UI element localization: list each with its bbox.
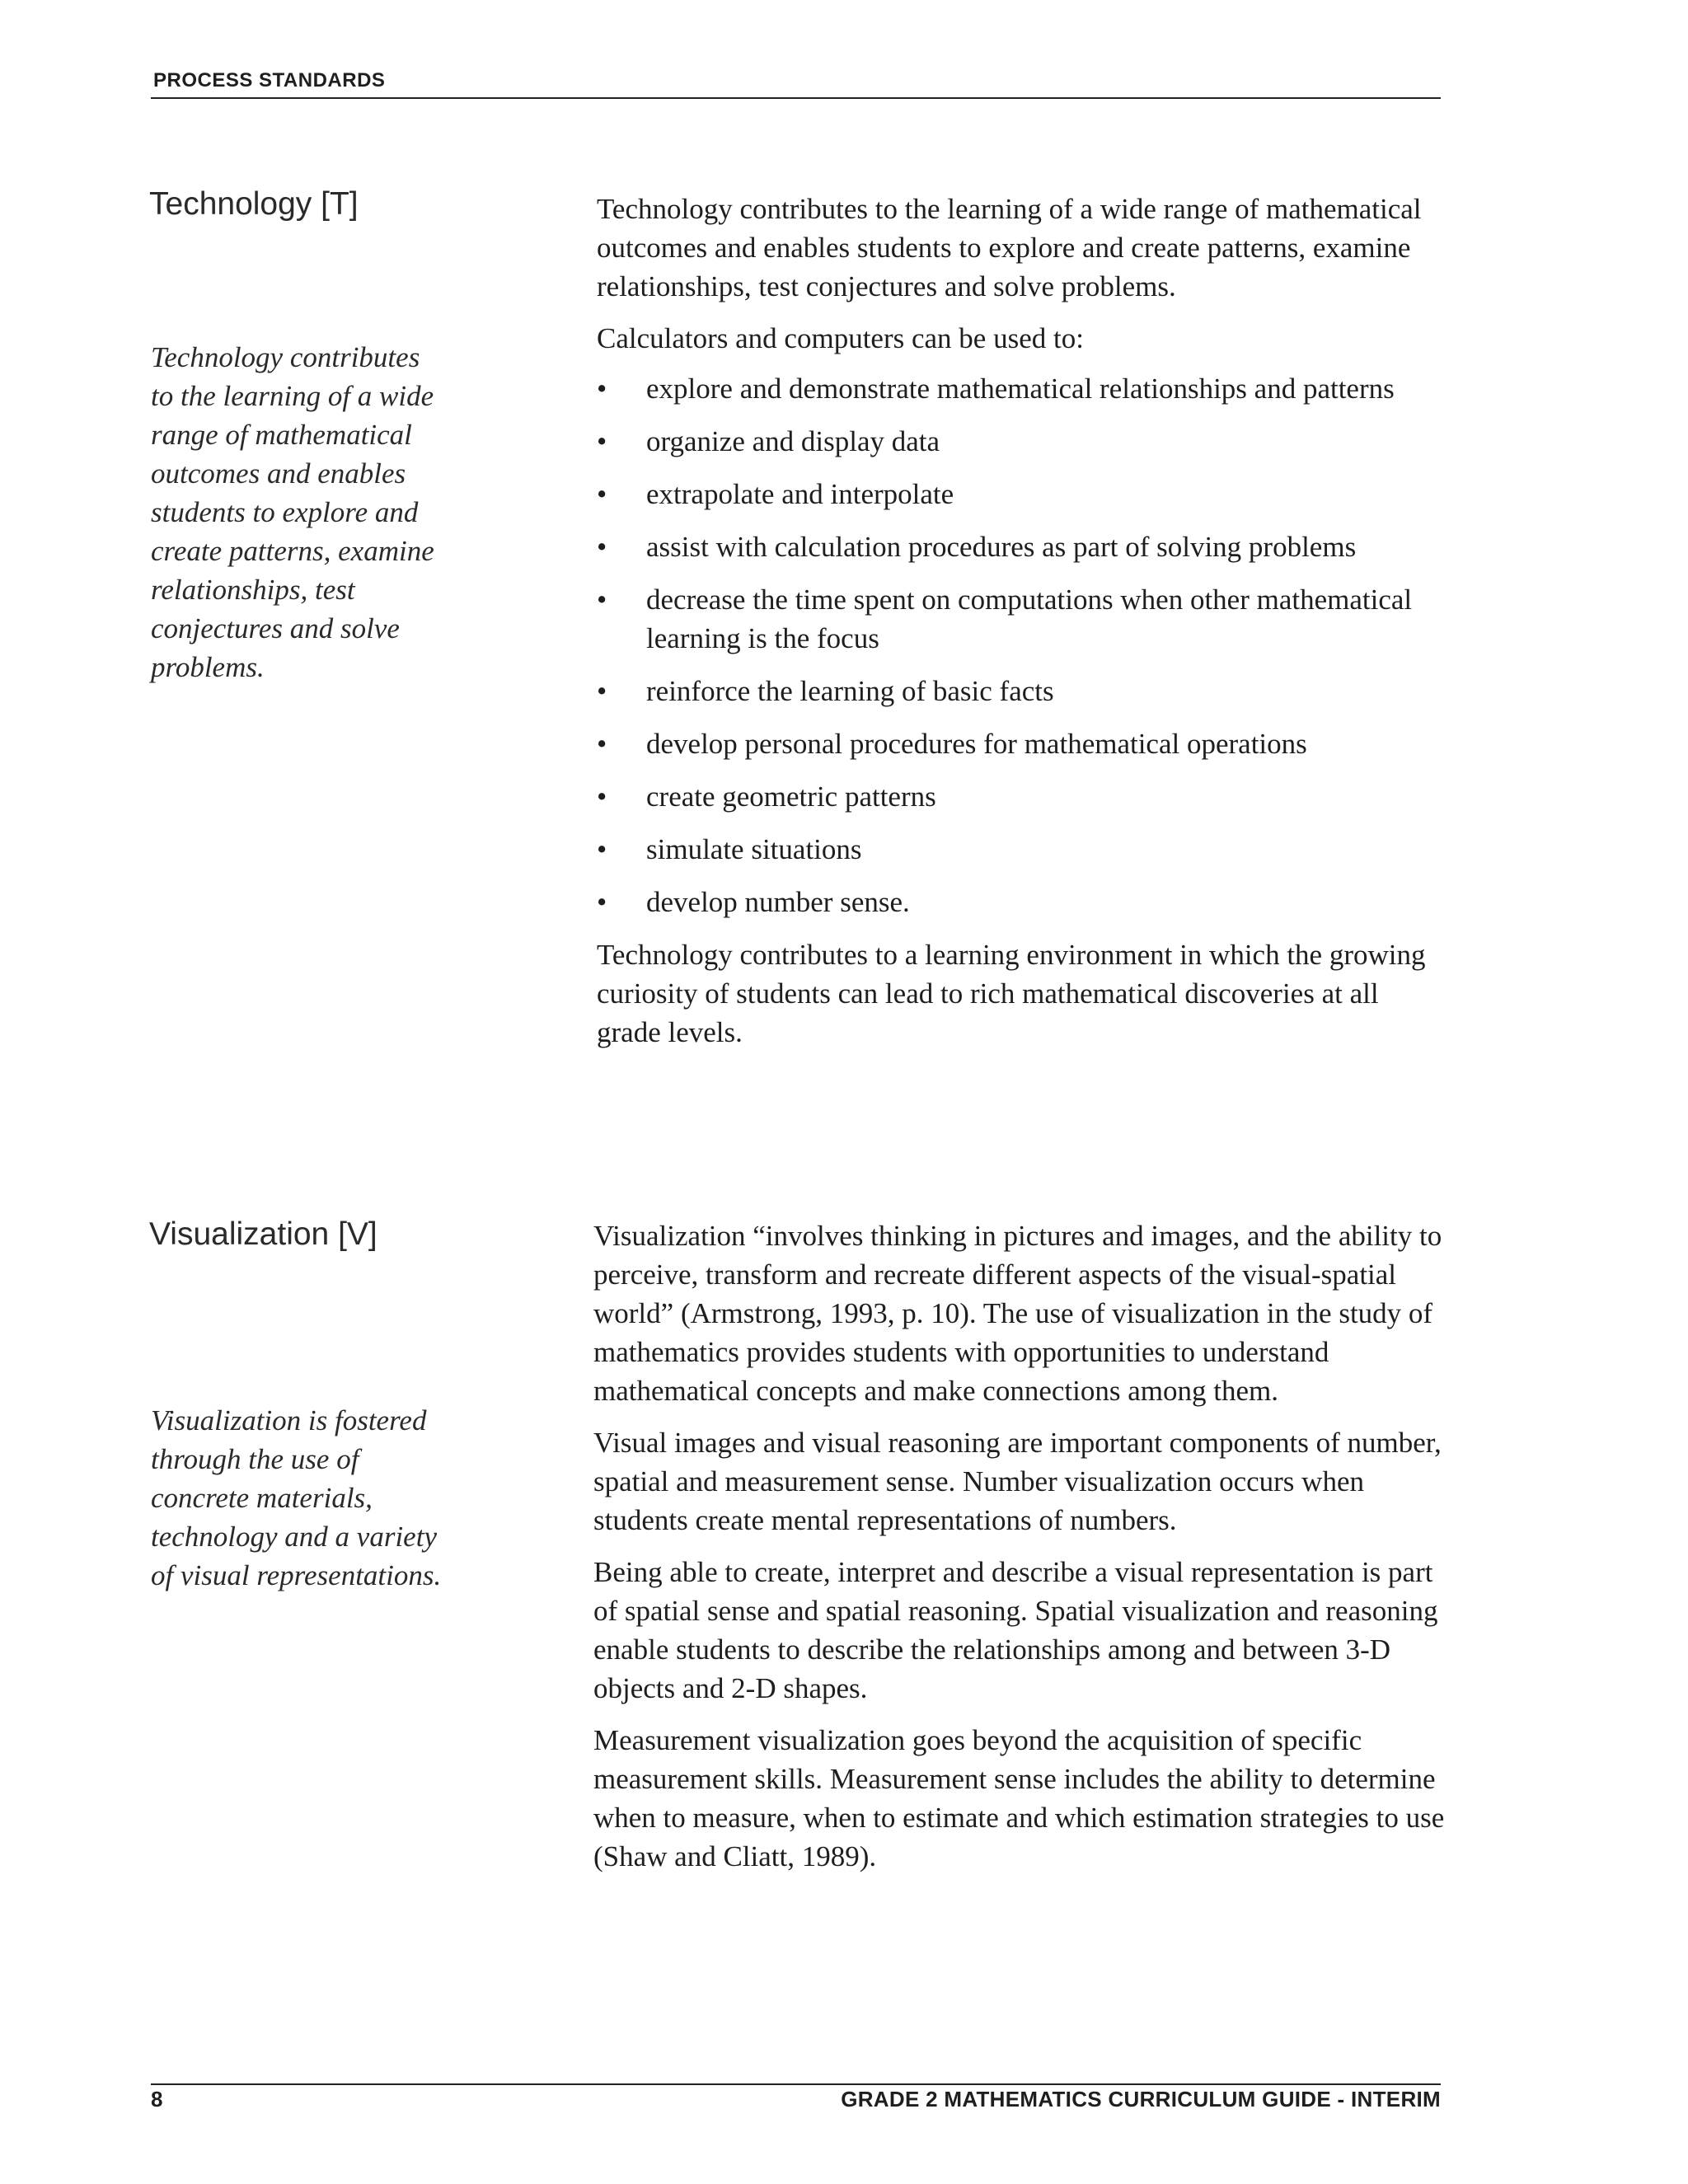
- list-item: • explore and demonstrate mathematical relationships and patterns: [597, 369, 1462, 408]
- section-body-technology: [597, 190, 1462, 1065]
- list-item: • reinforce the learning of basic facts: [597, 672, 1462, 710]
- running-header: PROCESS STANDARDS: [153, 69, 386, 91]
- visualization-paragraph: Visualization “involves thinking in pictures and images, and the ability to perceive, transform and recreate different aspects of the visual-spatial world” (Armstrong, 1993, p. 10). The use of visualization in the study of mathematics provides students with opportunities to understand mathematical concepts and make connections among them.: [593, 1220, 1442, 1407]
- technology-list-intro: Calculators and computers can be used to:: [597, 322, 1084, 354]
- list-item: • simulate situations: [597, 830, 1462, 869]
- header-rule: [151, 97, 1441, 99]
- side-note-technology: Technology contributes to the learning of a wide range of mathematical outcomes and enables students to explore and create patterns, examine relationships, test conjectures and solve problems.: [151, 341, 434, 683]
- list-item: • develop number sense.: [597, 883, 1462, 921]
- footer-title: GRADE 2 MATHEMATICS CURRICULUM GUIDE - INTERIM: [841, 2087, 1441, 2111]
- footer-rule: [151, 2083, 1441, 2085]
- list-item: • organize and display data: [597, 422, 1462, 461]
- technology-intro: Technology contributes to the learning of a wide range of mathematical outcomes and enables students to explore and create patterns, examine relationships, test conjectures and solve problems.: [597, 193, 1422, 302]
- visualization-paragraph: Measurement visualization goes beyond the acquisition of specific measurement skills. Measurement sense includes the ability to determine when to measure, when to estimate and which estimation strategies to use (Shaw and Cliatt, 1989).: [593, 1724, 1445, 1872]
- list-item: • decrease the time spent on computations when other mathematical learning is the focus: [597, 580, 1462, 658]
- technology-closing: Technology contributes to a learning environment in which the growing curiosity of students can lead to rich mathematical discoveries at all grade levels.: [597, 939, 1426, 1048]
- technology-bullet-list: [597, 369, 1462, 921]
- section-body-visualization: [593, 1216, 1459, 1889]
- list-item: • create geometric patterns: [597, 777, 1462, 816]
- list-item: • assist with calculation procedures as part of solving problems: [597, 527, 1462, 566]
- page-number: 8: [151, 2087, 163, 2111]
- visualization-paragraph: Being able to create, interpret and describe a visual representation is part of spatial sense and spatial reasoning. Spatial visualization and reasoning enable students to describe the relationships among and between 3-D objects and 2-D shapes.: [593, 1556, 1438, 1704]
- side-note-visualization: Visualization is fostered through the use of concrete materials, technology and a variety of visual representations.: [151, 1404, 442, 1591]
- visualization-paragraph: Visual images and visual reasoning are important components of number, spatial and measurement sense. Number visualization occurs when students create mental representations of numbers.: [593, 1427, 1442, 1536]
- list-item: • develop personal procedures for mathematical operations: [597, 724, 1462, 763]
- section-heading-technology: Technology [T]: [149, 186, 359, 222]
- section-heading-visualization: Visualization [V]: [149, 1216, 377, 1252]
- list-item: • extrapolate and interpolate: [597, 475, 1462, 513]
